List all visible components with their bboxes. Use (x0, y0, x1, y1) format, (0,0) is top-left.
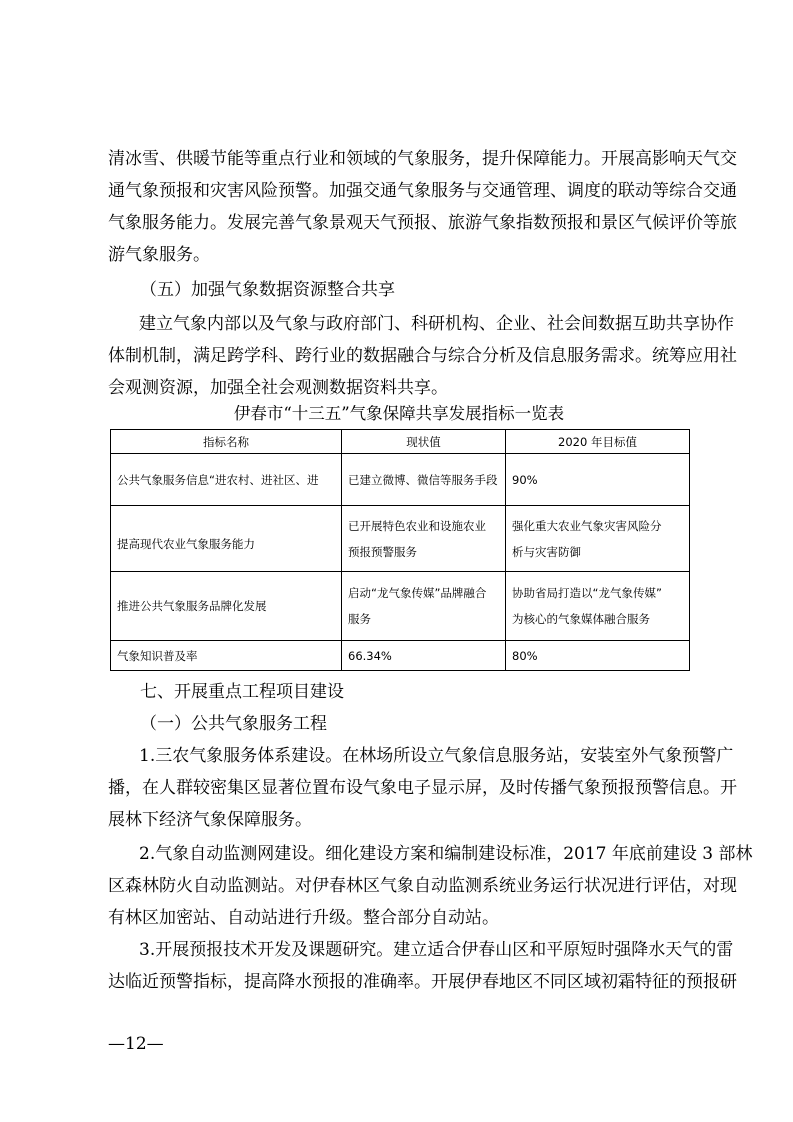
cell-text: 强化重大农业气象灾害风险分 (512, 518, 662, 533)
text-line: 游气象服务。 (108, 245, 210, 265)
page-number: —12— (108, 1034, 164, 1054)
table-header-row (111, 430, 690, 454)
column-header: 2020 年目标值 (506, 430, 690, 454)
cell-text: 启动“龙气象传媒”品牌融合 (348, 586, 487, 600)
text-line: 达临近预警指标，提高降水预报的准确率。开展伊春地区不同区域初霜特征的预报研 (108, 972, 737, 992)
table-row (111, 572, 690, 641)
indicator-table (110, 429, 690, 671)
text-line: 2.气象自动监测网建设。细化建设方案和编制建设标准，2017 年底前建设 3 部林 (139, 844, 753, 864)
cell-text: 服务 (348, 612, 371, 626)
column-header: 现状值 (342, 430, 506, 454)
cell-text: 协助省局打造以“龙气象传媒” (512, 586, 662, 600)
text-line: 播，在人群较密集区显著位置布设气象电子显示屏，及时传播气象预报预警信息。开 (108, 778, 737, 798)
text-line: 展林下经济气象保障服务。 (108, 810, 312, 830)
table-cell-target (506, 572, 690, 641)
text-line: 有林区加密站、自动站进行升级。整合部分自动站。 (108, 908, 499, 928)
paragraph-item-3 (108, 934, 737, 998)
table-title: 伊春市“十三五”气象保障共享发展指标一览表 (233, 404, 565, 423)
text-line: 气象服务能力。发展完善气象景观天气预报、旅游气象指数预报和景区气候评价等旅 (108, 213, 737, 233)
subsection-heading-7-1: （一）公共气象服务工程 (140, 714, 327, 734)
cell-text: 提高现代农业气象服务能力 (117, 536, 255, 551)
cell-text: 析与灾害防御 (512, 544, 581, 559)
table-cell-indicator (111, 454, 342, 506)
section-heading-5: （五）加强气象数据资源整合共享 (140, 280, 395, 300)
table-row (111, 506, 690, 572)
table-row (111, 454, 690, 506)
cell-text: 80% (512, 648, 538, 663)
paragraph-data-sharing (108, 308, 737, 404)
text-line: 清冰雪、供暖节能等重点行业和领域的气象服务，提升保障能力。开展高影响天气交 (108, 149, 737, 169)
table-cell-indicator (111, 506, 342, 572)
section-heading-7: 七、开展重点工程项目建设 (140, 682, 344, 702)
cell-text: 已建立微博、微信等服务手段 (348, 472, 498, 487)
cell-text: 90% (512, 472, 538, 487)
paragraph-item-2 (108, 838, 753, 934)
cell-text: 为核心的气象媒体融合服务 (512, 612, 650, 626)
table-cell-target (506, 506, 690, 572)
paragraph-traffic-tourism-services (108, 143, 737, 271)
table-cell-indicator (111, 572, 342, 641)
cell-text: 公共气象服务信息“进农村、进社区、进 (117, 472, 319, 487)
text-line: 3.开展预报技术开发及课题研究。建立适合伊春山区和平原短时强降水天气的雷 (139, 940, 734, 960)
text-line: 建立气象内部以及气象与政府部门、科研机构、企业、社会间数据互助共享协作 (139, 314, 734, 334)
cell-text: 气象知识普及率 (117, 648, 198, 663)
table-cell-current (342, 454, 506, 506)
table-cell-current (342, 506, 506, 572)
table-cell-indicator (111, 641, 342, 671)
text-line: 会观测资源，加强全社会观测数据资料共享。 (108, 378, 448, 398)
table-cell-current (342, 572, 506, 641)
text-line: 体制机制，满足跨学科、跨行业的数据融合与综合分析及信息服务需求。统筹应用社 (108, 346, 737, 366)
text-line: 1.三农气象服务体系建设。在林场所设立气象信息服务站，安装室外气象预警广 (139, 746, 734, 766)
cell-text: 预报预警服务 (348, 544, 417, 559)
table-cell-target (506, 454, 690, 506)
cell-text: 66.34% (348, 648, 392, 663)
table-cell-current (342, 641, 506, 671)
cell-text: 推进公共气象服务品牌化发展 (117, 599, 267, 613)
table-cell-target (506, 641, 690, 671)
paragraph-item-1 (108, 740, 737, 836)
cell-text: 已开展特色农业和设施农业 (348, 518, 486, 533)
column-header: 指标名称 (111, 430, 342, 454)
text-line: 区森林防火自动监测站。对伊春林区气象自动监测系统业务运行状况进行评估，对现 (108, 876, 737, 896)
table-row (111, 641, 690, 671)
text-line: 通气象预报和灾害风险预警。加强交通气象服务与交通管理、调度的联动等综合交通 (108, 181, 737, 201)
